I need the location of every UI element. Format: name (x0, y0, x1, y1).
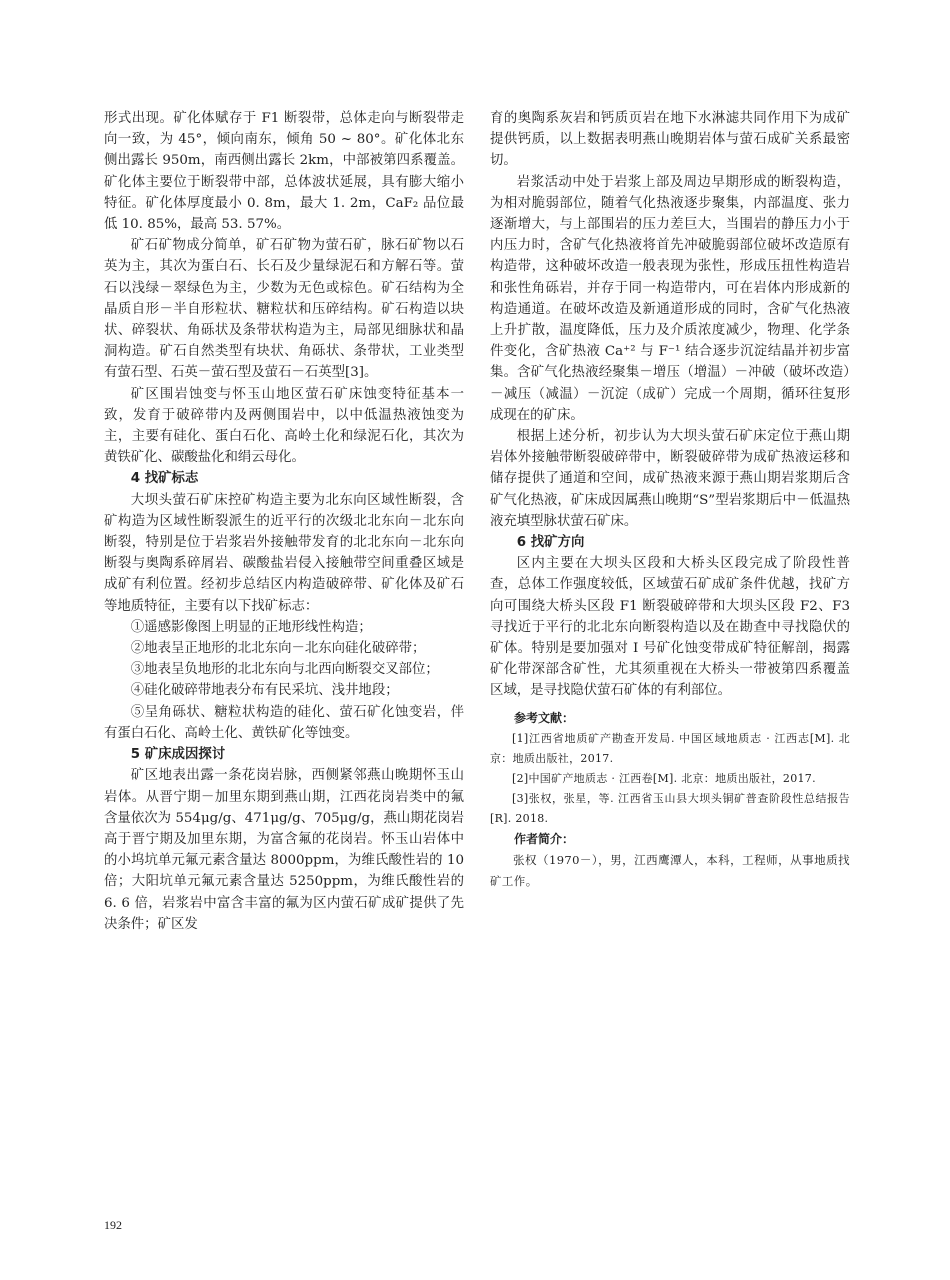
paragraph-conclusion: 根据上述分析，初步认为大坝头萤石矿床定位于燕山期岩体外接触带断裂破碎带中，断裂破碎带为成矿热液运移和储存提供了通道和空间，成矿热液来源于燕山期岩浆期后含矿气化热液，矿床成因属燕山晚期“S”型岩浆期后中－低温热液充填型脉状萤石矿床。 (490, 429, 850, 529)
page-number: 192 (104, 1218, 122, 1232)
paragraph-genesis-continued: 育的奥陶系灰岩和钙质页岩在地下水淋滤共同作用下为成矿提供钙质，以上数据表明燕山晚期岩体与萤石成矿关系最密切。 (490, 111, 850, 169)
author-bio: 张权（1970－），男，江西鹰潭人，本科，工程师，从事地质找矿工作。 (490, 853, 850, 889)
paragraph-ore-minerals: 矿石矿物成分简单，矿石矿物为萤石矿，脉石矿物以石英为主，其次为蛋白石、长石及少量绿泥石和方解石等。萤石以浅绿－翠绿色为主，少数为无色或棕色。矿石结构为全晶质自形－半自形粒状、糖粒状和压碎结构。矿石构造以块状、碎裂状、角砾状及条带状构造为主，局部见细脉状和晶洞构造。矿石自然类型有块状、角砾状、条带状，工业类型有萤石型、石英－萤石型及萤石－石英型[3]。 (104, 238, 464, 381)
paragraph-orebody: 形式出现。矿化体赋存于 F1 断裂带，总体走向与断裂带走向一致，为 45°，倾向南东，倾角 50 ~ 80°。矿化体北东侧出露长 950m，南西侧出露长 2km，中部被第四系覆盖。矿化体主要位于断裂带中部，总体波状延展，具有膨大缩小特征。矿化体厚度最小 0. 8m，最大 1. 2m，CaF₂ 品位最低 10. 85%，最高 53. 57%。 (104, 111, 464, 233)
right-column (490, 108, 850, 892)
section-heading-5: 5 矿床成因探讨 (130, 747, 226, 763)
paragraph-alteration: 矿区围岩蚀变与怀玉山地区萤石矿床蚀变特征基本一致，发育于破碎带内及两侧围岩中，以中低温热液蚀变为主，主要有硅化、蛋白石化、高岭土化和绿泥石化，其次为黄铁矿化、碳酸盐化和绢云母化。 (104, 386, 464, 466)
references-label: 参考文献： (514, 710, 575, 725)
marker-item-1: ①遥感影像图上明显的正地形线性构造； (130, 619, 372, 635)
reference-item-1: [1]江西省地质矿产勘查开发局. 中国区域地质志 · 江西志[M]. 北京：地质出版社，2017. (490, 731, 850, 765)
marker-item-3: ③地表呈负地形的北北东向与北西向断裂交叉部位； (130, 662, 439, 678)
section-heading-6: 6 找矿方向 (516, 535, 585, 551)
author-label: 作者简介： (514, 831, 575, 846)
paragraph-genesis: 矿区地表出露一条花岗岩脉，西侧紧邻燕山晚期怀玉山岩体。从晋宁期－加里东期到燕山期，江西花岗岩类中的氟含量依次为 554μg/g、471μg/g、705μg/g，燕山期花岗岩高于晋宁期及加里东期，为富含氟的花岗岩。怀玉山岩体中的小坞坑单元氟元素含量达 8000ppm，为维氏酸性岩的 10 倍；大阳坑单元氟元素含量达 5250ppm，为维氏酸性岩的 6. 6 倍，岩浆岩中富含丰富的氟为区内萤石矿成矿提供了先决条件；矿区发 (104, 768, 464, 932)
paragraph-prospecting-signs: 大坝头萤石矿床控矿构造主要为北东向区域性断裂，含矿构造为区域性断裂派生的近平行的次级北北东向－北东向断裂，特别是位于岩浆岩外接触带发育的北北东向－北东向断裂与奥陶系碎屑岩、碳酸盐岩侵入接触带空间重叠区域是成矿有利位置。经初步总结区内构造破碎带、矿化体及矿石等地质特征，主要有以下找矿标志： (104, 492, 464, 614)
left-column (104, 108, 464, 935)
reference-item-2: [2]中国矿产地质志 · 江西卷[M]. 北京：地质出版社，2017. (512, 771, 816, 785)
marker-item-4: ④硅化破碎带地表分布有民采坑、浅井地段； (130, 683, 399, 699)
paragraph-prospecting-direction: 区内主要在大坝头区段和大桥头区段完成了阶段性普查，总体工作强度较低，区域萤石矿成矿条件优越，找矿方向可围绕大桥头区段 F1 断裂破碎带和大坝头区段 F2、F3 寻找近于平行的北北东向断裂构造以及在勘查中寻找隐伏的矿体。特别是要加强对 I 号矿化蚀变带成矿特征解剖，揭露矿化带深部含矿性，尤其须重视在大桥头一带被第四系覆盖区域，是寻找隐伏萤石矿体的有利部位。 (490, 556, 850, 699)
paragraph-magmatic-activity: 岩浆活动中处于岩浆上部及周边早期形成的断裂构造，为相对脆弱部位，随着气化热液逐步聚集，内部温度、张力逐渐增大，与上部围岩的压力差巨大，当围岩的静压力小于内压力时，含矿气化热液将首先冲破脆弱部位破坏改造原有构造带，这种破坏改造一般表现为张性，形成压扭性构造岩和张性角砾岩，并存于同一构造带内，可在岩体内形成新的构造通道。在破坏改造及新通道形成的同时，含矿气化热液上升扩散，温度降低，压力及介质浓度减少，物理、化学条件变化，含矿热液 Ca⁺² 与 F⁻¹ 结合逐步沉淀结晶并初步富集。含矿气化热液经聚集－增压（增温）－冲破（破坏改造）－减压（减温）－沉淀（成矿）完成一个周期，循环往复形成现在的矿床。 (490, 174, 850, 423)
marker-item-2: ②地表呈正地形的北北东向－北东向硅化破碎带； (130, 641, 426, 657)
reference-item-3: [3]张权，张星，等. 江西省玉山县大坝头铜矿普查阶段性总结报告[R]. 2018. (490, 791, 850, 825)
marker-item-5: ⑤呈角砾状、糖粒状构造的硅化、萤石矿化蚀变岩，伴有蛋白石化、高岭土化、黄铁矿化等蚀变。 (104, 704, 464, 741)
section-heading-4: 4 找矿标志 (130, 471, 199, 487)
